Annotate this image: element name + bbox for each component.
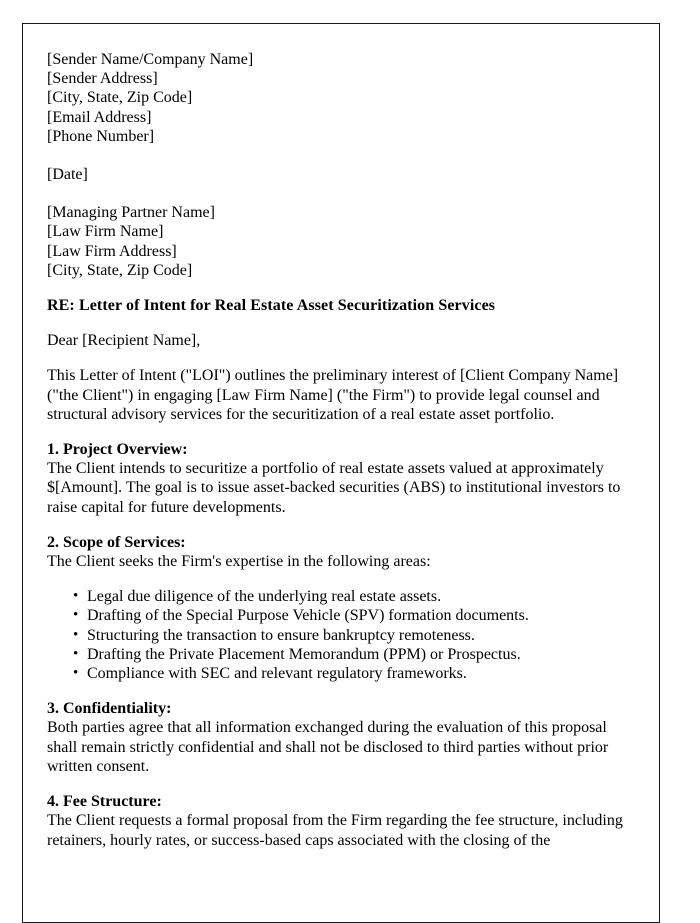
spacer-before-bullets [47,571,635,587]
spacer-before-section-1 [47,424,635,440]
sender-phone-line: [Phone Number] [47,127,155,145]
section-4-body: The Client requests a formal proposal from the Firm regarding the fee structure, including retainers, hourly rates, or success-based caps associated with the closing of the [47,812,623,849]
section-3-body: Both parties agree that all information exchanged during the evaluation of this proposal shall remain strictly confidential and shall not be disclosed to third parties without prior written consent. [47,719,609,775]
recipient-firm-line: [Law Firm Name] [47,223,164,241]
spacer-before-section-4 [47,776,635,792]
section-2-heading: 2. Scope of Services: [47,533,186,551]
spacer-before-section-3 [47,683,635,699]
recipient-city-state-zip-line: [City, State, Zip Code] [47,261,193,279]
spacer-before-salutation [47,315,635,331]
recipient-name-line: [Managing Partner Name] [47,204,215,222]
list-item: • Structuring the transaction to ensure bankruptcy remoteness. [87,626,635,645]
section-4-heading: 4. Fee Structure: [47,793,162,811]
recipient-firm-address-line: [Law Firm Address] [47,242,177,260]
recipient-address-block [47,203,635,280]
list-item: • Compliance with SEC and relevant regulatory frameworks. [87,664,635,683]
sender-email-line: [Email Address] [47,108,152,126]
intro-paragraph: This Letter of Intent ("LOI") outlines the preliminary interest of [Client Company Name] ("the Client") in engaging [Law Firm Name] ("the Firm") to provide legal counsel and structural advisory services for the securitization of a real estate asset portfolio. [47,367,619,423]
scope-of-services-list [47,587,635,683]
spacer-after-date [47,184,635,203]
section-2-body: The Client seeks the Firm's expertise in the following areas: [47,553,431,571]
list-item: • Legal due diligence of the underlying real estate assets. [87,587,635,606]
sender-address-block [47,50,635,146]
spacer-before-section-2 [47,517,635,533]
section-1-heading: 1. Project Overview: [47,441,188,459]
date-line: [Date] [47,166,88,184]
list-item: • Drafting the Private Placement Memorandum (PPM) or Prospectus. [87,645,635,664]
spacer-before-subject [47,280,635,296]
subject-line: RE: Letter of Intent for Real Estate Asset Securitization Services [47,297,496,315]
salutation-line: Dear [Recipient Name], [47,332,201,350]
date-block [47,165,635,184]
document-body [47,50,635,850]
spacer-before-intro [47,350,635,366]
list-item: • Drafting of the Special Purpose Vehicle (SPV) formation documents. [87,606,635,625]
sender-name-line: [Sender Name/Company Name] [47,51,254,68]
section-3-heading: 3. Confidentiality: [47,700,172,718]
spacer-after-sender [47,146,635,165]
document-page [22,23,660,923]
sender-city-state-zip-line: [City, State, Zip Code] [47,89,193,107]
sender-address-line: [Sender Address] [47,70,158,88]
section-1-body: The Client intends to securitize a portfolio of real estate assets valued at approximately $[Amount]. The goal is to issue asset-backed securities (ABS) to institutional investors to raise capital for future developments. [47,460,621,516]
